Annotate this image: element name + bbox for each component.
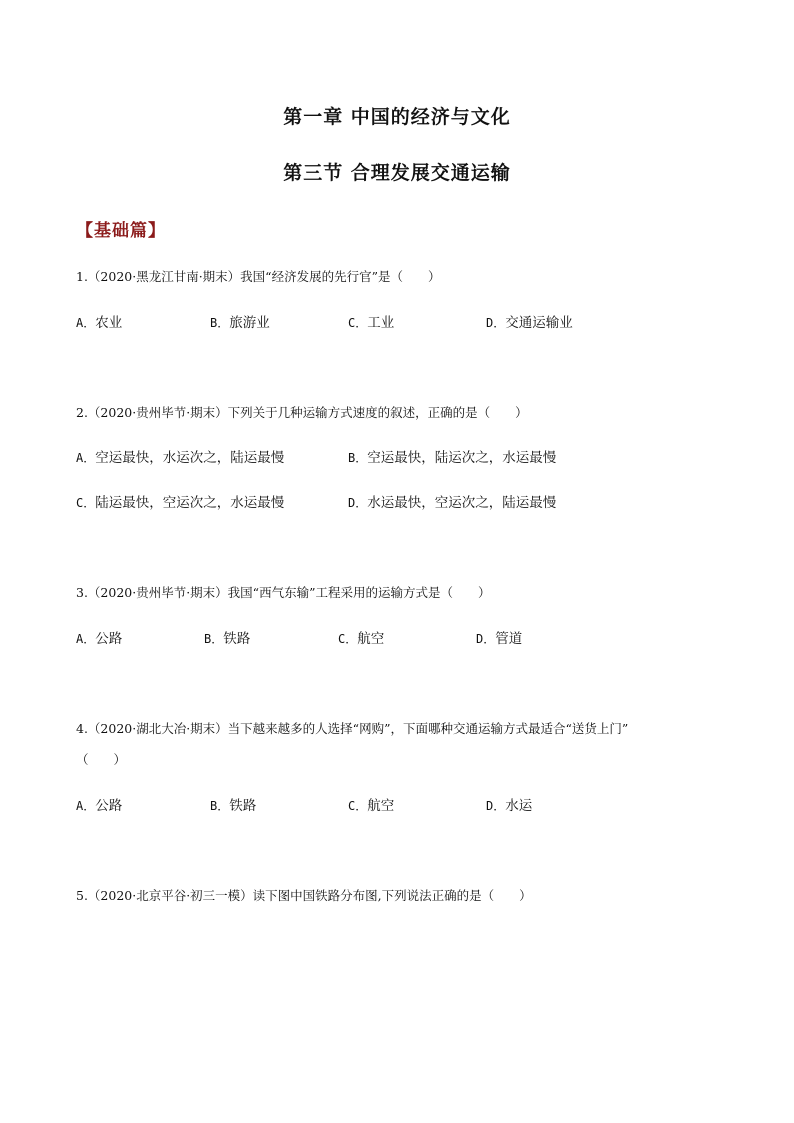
question-1-option-d[interactable]	[486, 314, 573, 332]
option-letter: A．	[76, 632, 96, 646]
option-text: 空运最快，水运次之，陆运最慢	[95, 450, 285, 466]
option-text: 工业	[367, 315, 395, 331]
question-2-option-d[interactable]	[348, 494, 556, 512]
option-letter: B．	[348, 451, 368, 465]
question-4-option-c[interactable]	[348, 797, 394, 815]
question-2-stem: 2.（2020·贵州毕节·期末）下列关于几种运输方式速度的叙述，正确的是（ ）	[76, 405, 528, 420]
question-4-option-d[interactable]	[486, 797, 532, 815]
option-text: 管道	[495, 631, 523, 647]
option-letter: C．	[348, 799, 368, 813]
option-letter: D．	[476, 632, 496, 646]
option-letter: C．	[338, 632, 358, 646]
question-3-option-c[interactable]	[338, 630, 384, 648]
option-text: 铁路	[223, 631, 251, 647]
section-label-basic: 【基础篇】	[76, 221, 166, 241]
option-letter: B．	[210, 799, 230, 813]
option-text: 公路	[95, 798, 123, 814]
question-1-option-c[interactable]	[348, 314, 394, 332]
option-text: 水运	[505, 798, 533, 814]
option-text: 交通运输业	[505, 315, 573, 331]
question-3-option-d[interactable]	[476, 630, 522, 648]
question-2-option-a[interactable]	[76, 449, 284, 467]
option-text: 陆运最快，空运次之，水运最慢	[95, 495, 285, 511]
question-4-stem-continued: （ ）	[76, 752, 127, 767]
question-1-option-a[interactable]	[76, 314, 122, 332]
question-5-stem: 5.（2020·北京平谷·初三一模）读下图中国铁路分布图,下列说法正确的是（ ）	[76, 888, 532, 903]
question-3-stem: 3.（2020·贵州毕节·期末）我国“西气东输”工程采用的运输方式是（ ）	[76, 585, 491, 600]
question-3-option-a[interactable]	[76, 630, 122, 648]
option-text: 铁路	[229, 798, 257, 814]
question-1-option-b[interactable]	[210, 314, 270, 332]
option-letter: A．	[76, 316, 96, 330]
question-4-option-a[interactable]	[76, 797, 122, 815]
option-text: 农业	[95, 315, 123, 331]
option-letter: A．	[76, 451, 96, 465]
option-letter: D．	[486, 316, 506, 330]
question-2-option-b[interactable]	[348, 449, 556, 467]
option-text: 公路	[95, 631, 123, 647]
option-text: 旅游业	[229, 315, 270, 331]
option-letter: A．	[76, 799, 96, 813]
option-letter: D．	[486, 799, 506, 813]
option-text: 航空	[367, 798, 395, 814]
question-3-option-b[interactable]	[204, 630, 250, 648]
option-text: 航空	[357, 631, 385, 647]
option-text: 水运最快，空运次之，陆运最慢	[367, 495, 557, 511]
section-title: 第三节 合理发展交通运输	[283, 162, 511, 184]
option-letter: C．	[76, 496, 96, 510]
question-1-stem: 1.（2020·黑龙江甘南·期末）我国“经济发展的先行官”是（ ）	[76, 269, 441, 284]
option-letter: C．	[348, 316, 368, 330]
option-letter: B．	[204, 632, 224, 646]
option-letter: B．	[210, 316, 230, 330]
question-4-option-b[interactable]	[210, 797, 256, 815]
chapter-title: 第一章 中国的经济与文化	[283, 106, 511, 128]
question-2-option-c[interactable]	[76, 494, 284, 512]
option-text: 空运最快，陆运次之，水运最慢	[367, 450, 557, 466]
option-letter: D．	[348, 496, 368, 510]
question-4-stem: 4.（2020·湖北大冶·期末）当下越来越多的人选择“网购”，下面哪种交通运输方式最适合“送货上门”	[76, 721, 629, 736]
